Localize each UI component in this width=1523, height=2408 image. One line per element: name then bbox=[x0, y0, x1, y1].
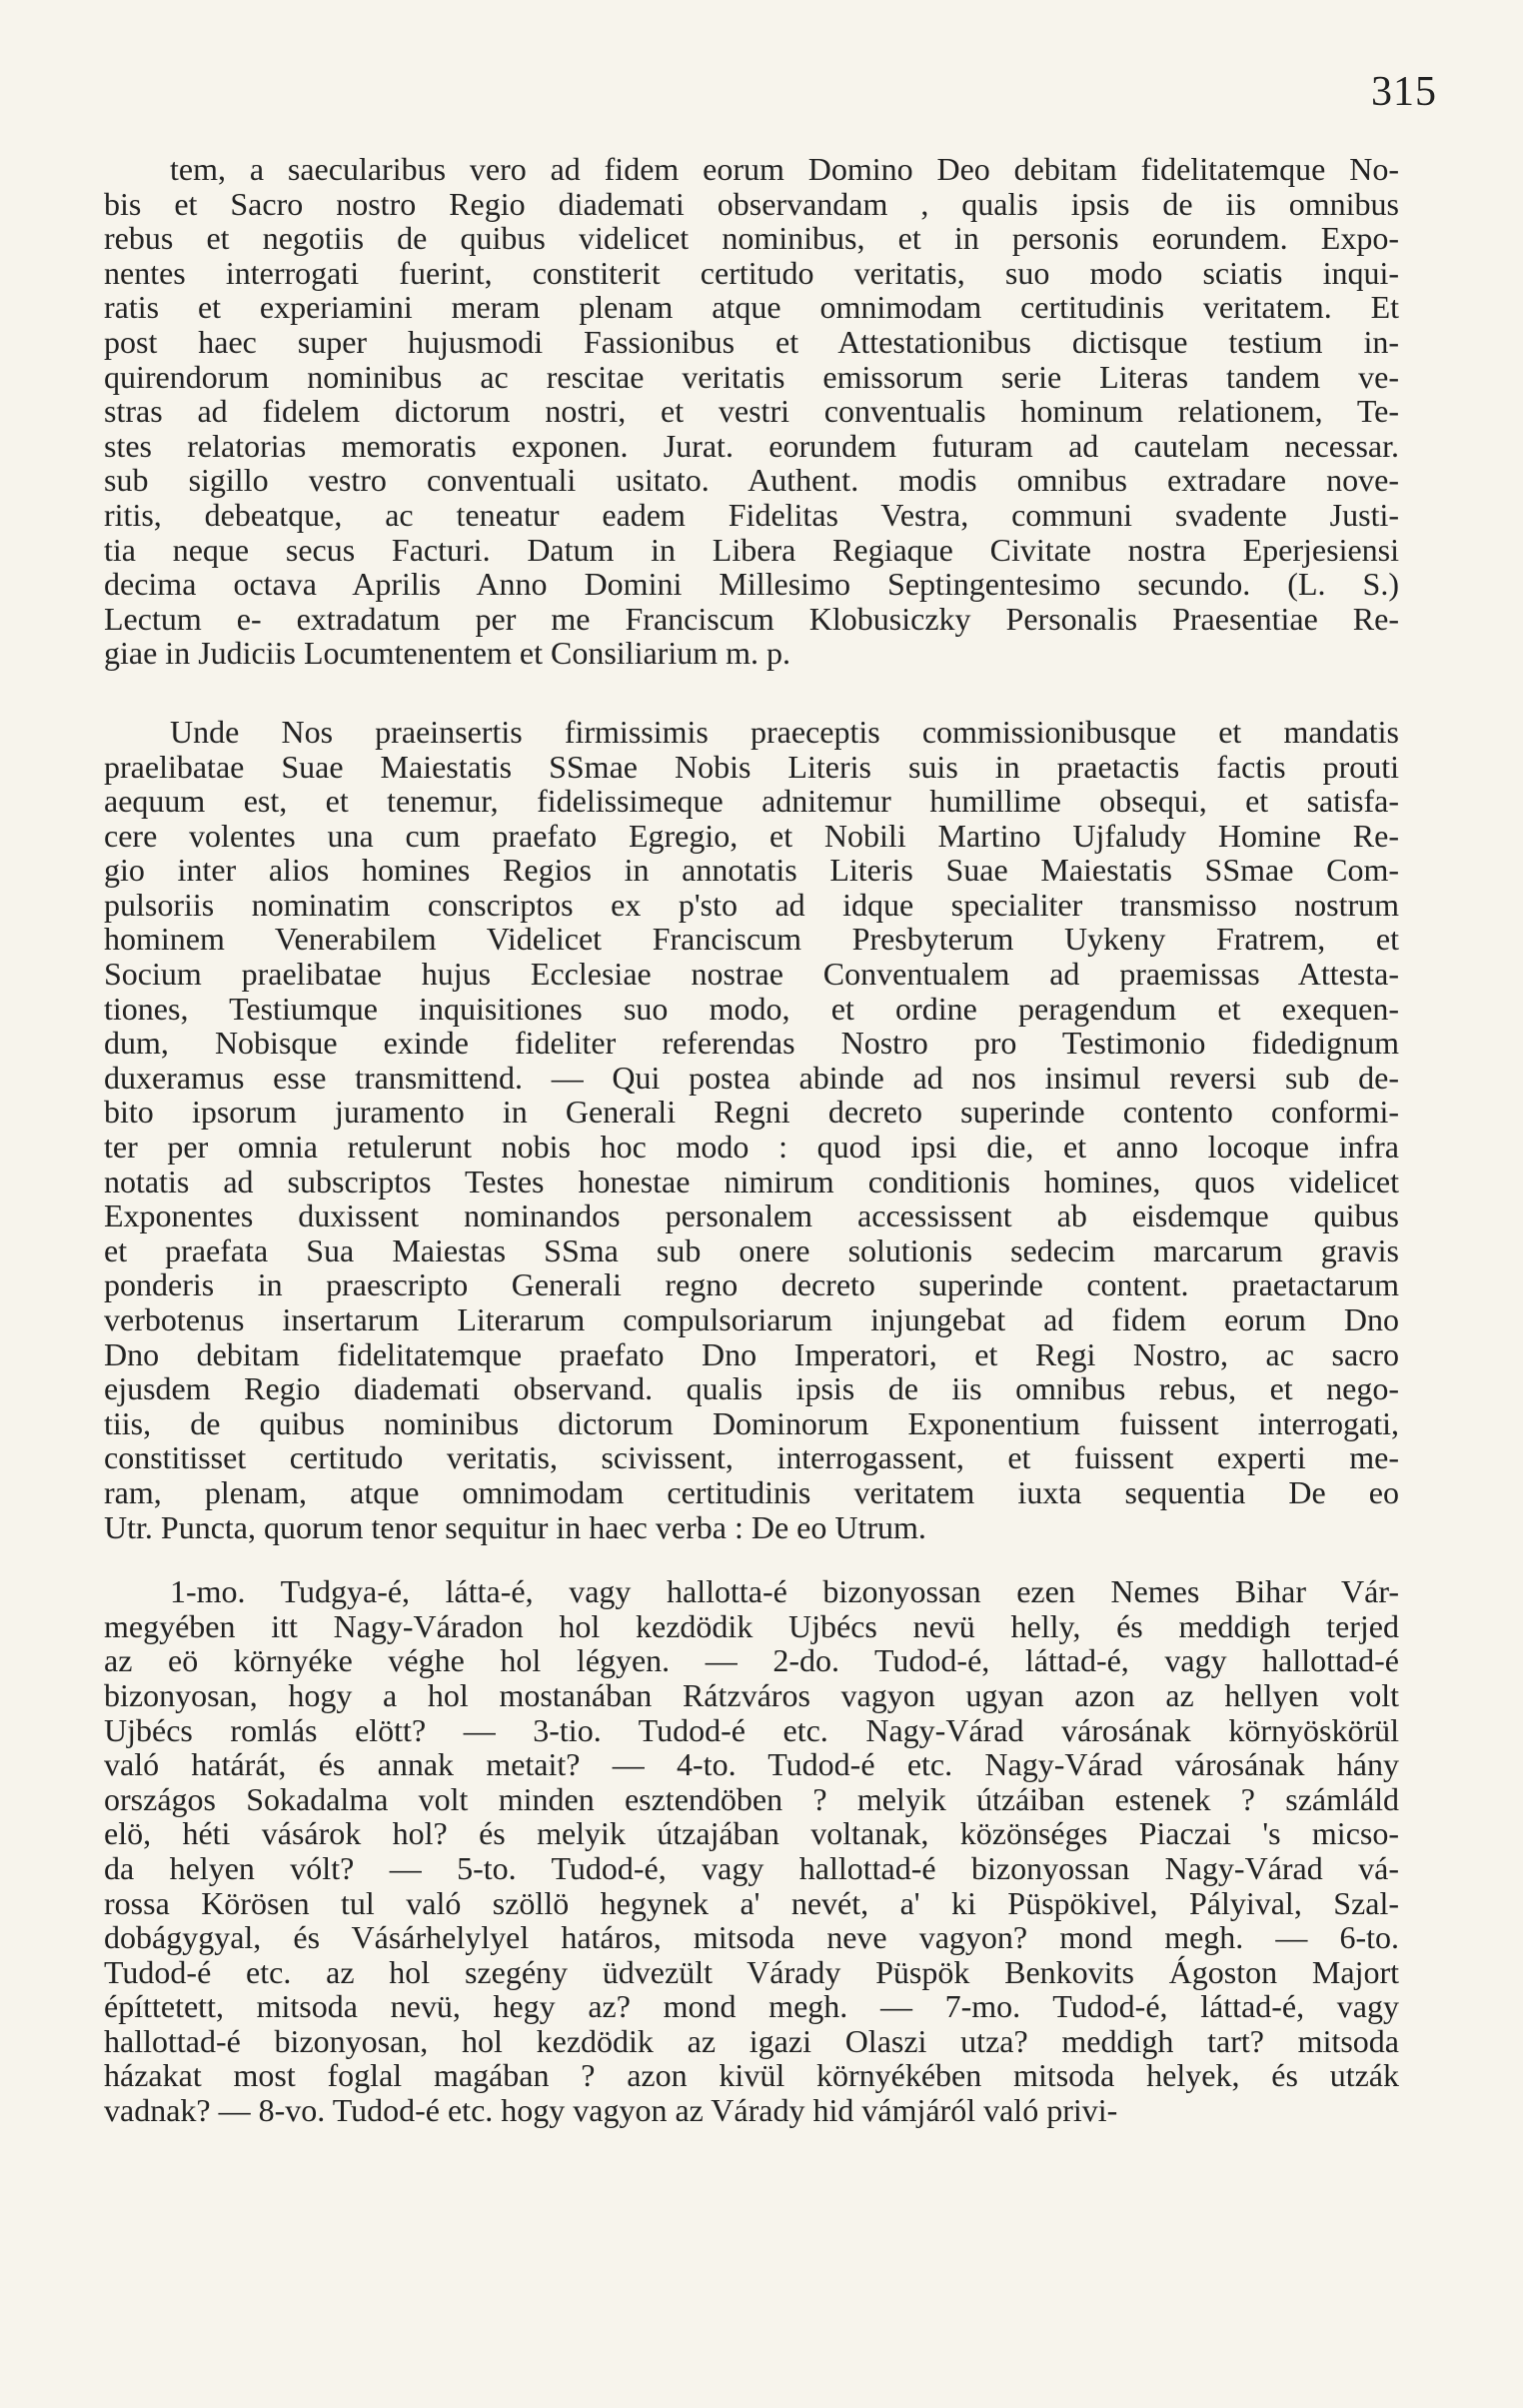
text-line: tiones, Testiumque inquisitiones suo modo, et ordine peragendum et exequen- bbox=[104, 990, 1399, 1027]
text-line: tem, a saecularibus vero ad fidem eorum Domino Deo debitam fidelitatemque No- bbox=[170, 151, 1399, 187]
text-line: bizonyosan, hogy a hol mostanában Rátzváros vagyon ugyan azon az hellyen volt bbox=[104, 1676, 1399, 1713]
text-line: pulsoriis nominatim conscriptos ex p'sto ad idque specialiter transmisso nostrum bbox=[104, 886, 1399, 923]
text-line: elö, héti vásárok hol? és melyik útzajában voltanak, közönséges Piaczai 's micso- bbox=[104, 1815, 1399, 1852]
text-line: dum, Nobisque exinde fideliter referendas Nostro pro Testimonio fidedignum bbox=[104, 1025, 1399, 1062]
text-line: ter per omnia retulerunt nobis hoc modo : quod ipsi die, et anno locoque infra bbox=[104, 1129, 1399, 1166]
text-line: bito ipsorum juramento in Generali Regni decreto superinde contento conformi- bbox=[104, 1094, 1399, 1131]
text-line: da helyen vólt? — 5-to. Tudod-é, vagy hallottad-é bizonyossan Nagy-Várad vá- bbox=[104, 1849, 1399, 1886]
text-line: Utr. Puncta, quorum tenor sequitur in haec verba : De eo Utrum. bbox=[104, 1508, 926, 1545]
text-line: dobágygyal, és Vásárhelylyel határos, mitsoda neve vagyon? mond megh. — 6-to. bbox=[104, 1919, 1399, 1956]
text-line: Socium praelibatae hujus Ecclesiae nostrae Conventualem ad praemissas Attesta- bbox=[104, 956, 1399, 993]
text-line: való határát, és annak metait? — 4-to. Tudod-é etc. Nagy-Várad városának hány bbox=[104, 1746, 1399, 1783]
text-line: vadnak? — 8-vo. Tudod-é etc. hogy vagyon az Várady hid vámjáról való privi- bbox=[104, 2092, 1118, 2129]
paragraph-questions bbox=[104, 1574, 1399, 2128]
text-line: ram, plenam, atque omnimodam certitudinis veritatem iuxta sequentia De eo bbox=[104, 1473, 1399, 1510]
text-line: rebus et negotiis de quibus videlicet nominibus, et in personis eorundem. Expo- bbox=[104, 220, 1399, 257]
text-line: decima octava Aprilis Anno Domini Millesimo Septingentesimo secundo. (L. S.) bbox=[104, 566, 1399, 603]
text-line: notatis ad subscriptos Testes honestae nimirum conditionis homines, quos videlicet bbox=[104, 1163, 1399, 1200]
text-line: stes relatorias memoratis exponen. Jurat. eorundem futuram ad cautelam necessar. bbox=[104, 427, 1399, 464]
text-line: Exponentes duxissent nominandos personalem accessissent ab eisdemque quibus bbox=[104, 1198, 1399, 1234]
text-line: országos Sokadalma volt minden esztendöben ? melyik útzáiban estenek ? számláld bbox=[104, 1780, 1399, 1817]
text-line: bis et Sacro nostro Regio diademati observandam , qualis ipsis de iis omnibus bbox=[104, 185, 1399, 222]
text-line: Dno debitam fidelitatemque praefato Dno Imperatori, et Regi Nostro, ac sacro bbox=[104, 1335, 1399, 1372]
text-line: aequum est, et tenemur, fidelissimeque adnitemur humillime obsequi, et satisfa- bbox=[104, 783, 1399, 820]
text-line: rossa Körösen tul való szöllö hegynek a' nevét, a' ki Püspökivel, Pályival, Szal- bbox=[104, 1884, 1399, 1921]
text-line: Tudod-é etc. az hol szegény üdvezült Várady Püspök Benkovits Ágoston Majort bbox=[104, 1953, 1399, 1990]
page-number: 315 bbox=[1371, 69, 1437, 115]
paragraph-spacer bbox=[104, 671, 1399, 715]
text-line: megyében itt Nagy-Váradon hol kezdödik Ujbécs nevü helly, és meddigh terjed bbox=[104, 1607, 1399, 1644]
text-line: gio inter alios homines Regios in annotatis Literis Suae Maiestatis SSmae Com- bbox=[104, 852, 1399, 889]
text-line: tia neque secus Facturi. Datum in Libera Regiaque Civitate nostra Eperjesiensi bbox=[104, 531, 1399, 568]
text-line: verbotenus insertarum Literarum compulsoriarum injungebat ad fidem eorum Dno bbox=[104, 1301, 1399, 1337]
text-line: hallottad-é bizonyosan, hol kezdödik az igazi Olaszi utza? meddigh tart? mitsoda bbox=[104, 2022, 1399, 2059]
text-line: constitisset certitudo veritatis, scivissent, interrogassent, et fuissent experti me- bbox=[104, 1439, 1399, 1476]
text-line: cere volentes una cum praefato Egregio, et Nobili Martino Ujfaludy Homine Re- bbox=[104, 817, 1399, 854]
text-line: hominem Venerabilem Videlicet Franciscum Presbyterum Uykeny Fratrem, et bbox=[104, 921, 1399, 958]
text-line: ratis et experiamini meram plenam atque omnimodam certitudinis veritatem. Et bbox=[104, 289, 1399, 326]
paragraph-decree bbox=[104, 152, 1399, 671]
text-line: 1-mo. Tudgya-é, látta-é, vagy hallotta-é bizonyossan ezen Nemes Bihar Vár- bbox=[170, 1573, 1399, 1610]
text-line: építtetett, mitsoda nevü, hegy az? mond megh. — 7-mo. Tudod-é, láttad-é, vagy bbox=[104, 1988, 1399, 2025]
paragraph-report bbox=[104, 715, 1399, 1544]
text-line: stras ad fidelem dictorum nostri, et vestri conventualis hominum relationem, Te- bbox=[104, 393, 1399, 430]
text-line: duxeramus esse transmittend. — Qui postea abinde ad nos insimul reversi sub de- bbox=[104, 1059, 1399, 1096]
text-line: et praefata Sua Maiestas SSma sub onere solutionis sedecim marcarum gravis bbox=[104, 1231, 1399, 1268]
text-line: praelibatae Suae Maiestatis SSmae Nobis Literis suis in praetactis factis prouti bbox=[104, 748, 1399, 785]
text-line: nentes interrogati fuerint, constiterit certitudo veritatis, suo modo sciatis inqui- bbox=[104, 254, 1399, 291]
text-line: sub sigillo vestro conventuali usitato. Authent. modis omnibus extradare nove- bbox=[104, 462, 1399, 499]
text-line: tiis, de quibus nominibus dictorum Dominorum Exponentium fuissent interrogati, bbox=[104, 1404, 1399, 1441]
text-line: ponderis in praescripto Generali regno decreto superinde content. praetactarum bbox=[104, 1266, 1399, 1303]
page-body bbox=[104, 152, 1399, 2128]
text-line: az eö környéke véghe hol légyen. — 2-do. Tudod-é, láttad-é, vagy hallottad-é bbox=[104, 1642, 1399, 1679]
text-line: post haec super hujusmodi Fassionibus et Attestationibus dictisque testium in- bbox=[104, 323, 1399, 360]
text-line: Ujbécs romlás elött? — 3-tio. Tudod-é etc. Nagy-Várad városának környöskörül bbox=[104, 1711, 1399, 1748]
text-line: ejusdem Regio diademati observand. qualis ipsis de iis omnibus rebus, et nego- bbox=[104, 1370, 1399, 1407]
text-line: giae in Judiciis Locumtenentem et Consiliarium m. p. bbox=[104, 635, 790, 672]
text-line: Unde Nos praeinsertis firmissimis praeceptis commissionibusque et mandatis bbox=[170, 713, 1399, 750]
text-line: quirendorum nominibus ac rescitae veritatis emissorum serie Literas tandem ve- bbox=[104, 358, 1399, 395]
text-line: Lectum e- extradatum per me Franciscum Klobusiczky Personalis Praesentiae Re- bbox=[104, 600, 1399, 637]
text-line: ritis, debeatque, ac teneatur eadem Fidelitas Vestra, communi svadente Justi- bbox=[104, 496, 1399, 533]
paragraph-spacer bbox=[104, 1544, 1399, 1574]
text-line: házakat most foglal magában ? azon kivül környékében mitsoda helyek, és utzák bbox=[104, 2057, 1399, 2094]
